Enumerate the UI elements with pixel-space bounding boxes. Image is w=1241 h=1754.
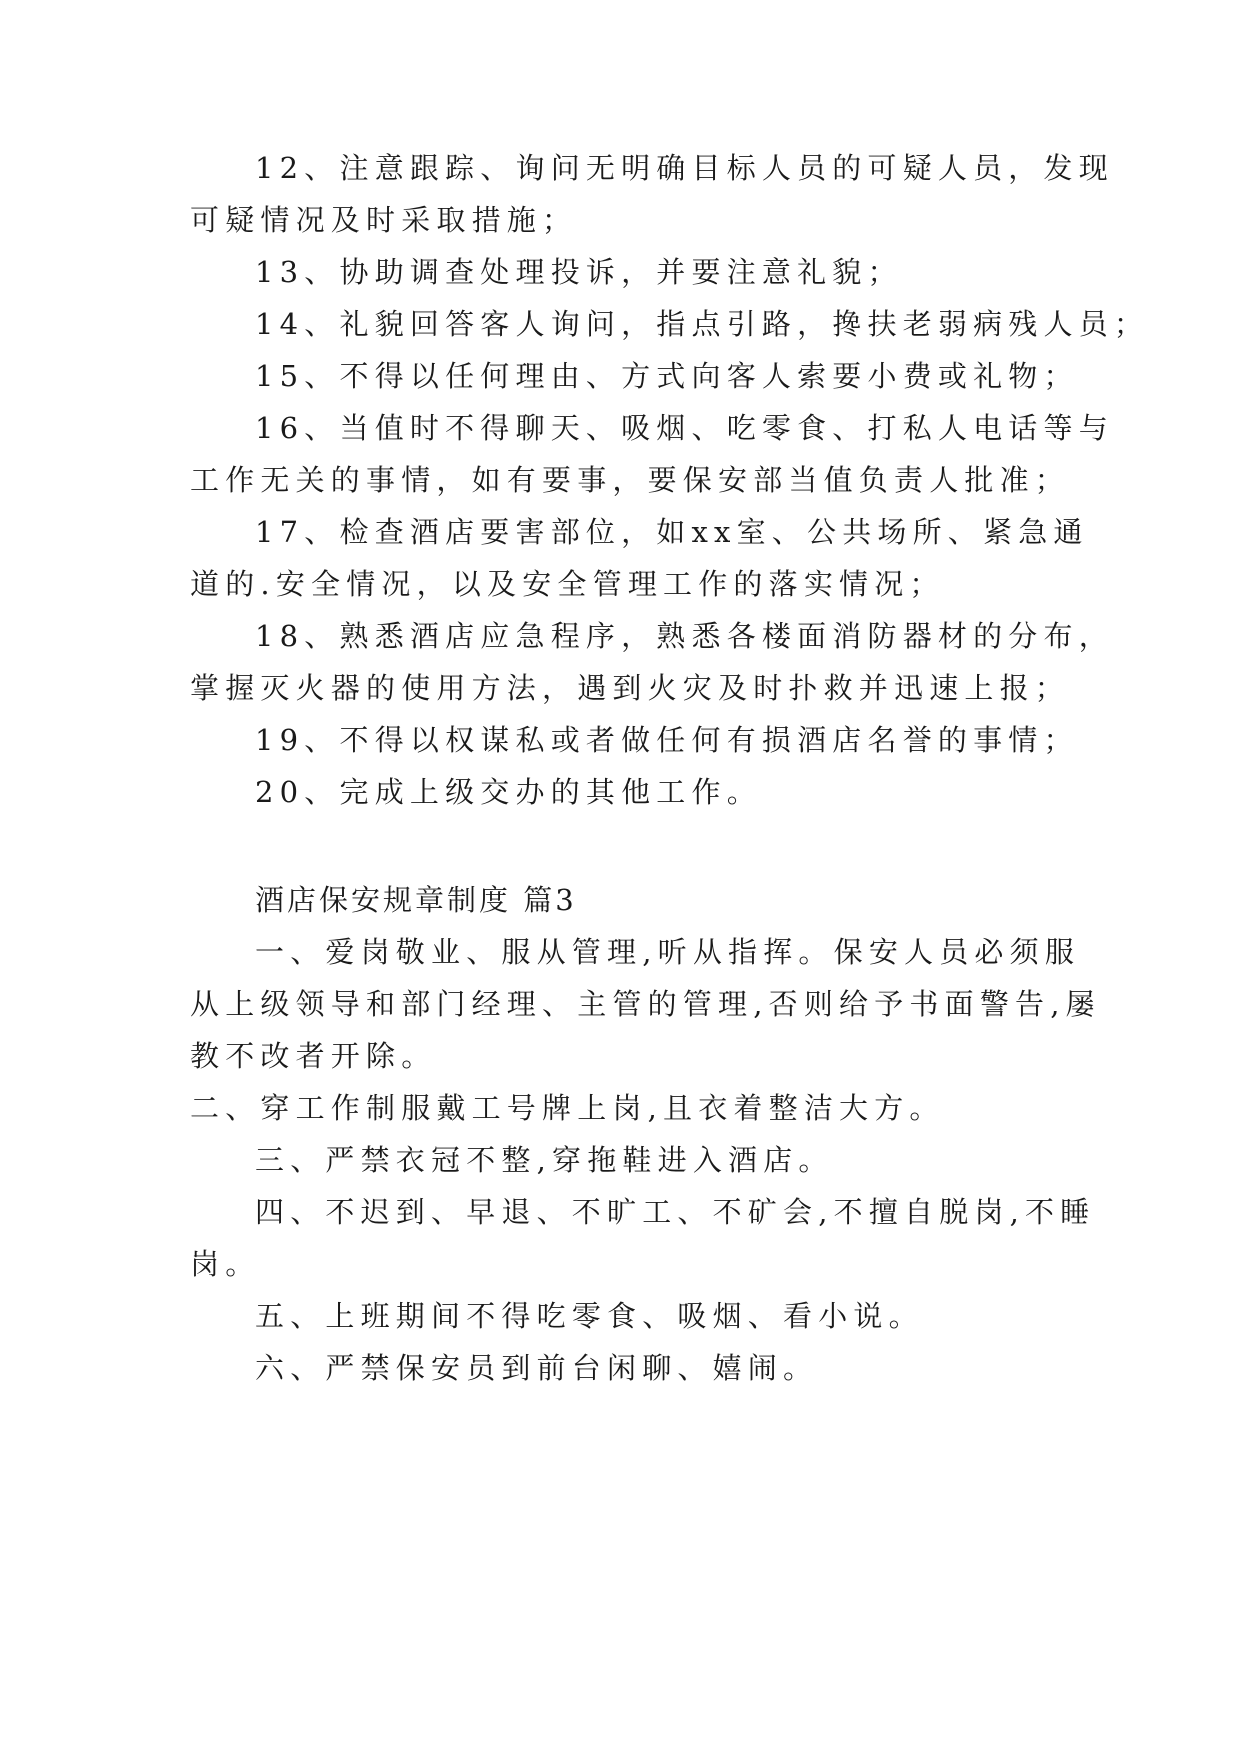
paragraph-17-line-1: 17、检查酒店要害部位，如xx室、公共场所、紧急通 xyxy=(255,515,1089,549)
rule-1-line-3: 教不改者开除。 xyxy=(190,1039,437,1073)
rule-4-line-2: 岗。 xyxy=(190,1247,261,1281)
rule-5: 五、上班期间不得吃零食、吸烟、看小说。 xyxy=(255,1299,924,1333)
paragraph-18-line-1: 18、熟悉酒店应急程序，熟悉各楼面消防器材的分布， xyxy=(255,619,1114,653)
paragraph-14: 14、礼貌回答客人询问，指点引路，搀扶老弱病残人员； xyxy=(255,307,1150,341)
rule-1-line-2: 从上级领导和部门经理、主管的管理,否则给予书面警告,屡 xyxy=(190,987,1101,1021)
paragraph-16-line-2: 工作无关的事情，如有要事，要保安部当值负责人批准； xyxy=(190,463,1071,497)
rule-4-line-1: 四、不迟到、早退、不旷工、不矿会,不擅自脱岗,不睡 xyxy=(255,1195,1096,1229)
rule-1-line-1: 一、爱岗敬业、服从管理,听从指挥。保安人员必须服 xyxy=(255,935,1081,969)
section-title: 酒店保安规章制度 篇3 xyxy=(255,883,577,917)
rule-3: 三、严禁衣冠不整,穿拖鞋进入酒店。 xyxy=(255,1143,834,1177)
paragraph-17-line-2: 道的.安全情况，以及安全管理工作的落实情况； xyxy=(190,567,945,601)
paragraph-13: 13、协助调查处理投诉，并要注意礼貌； xyxy=(255,255,903,289)
rule-6: 六、严禁保安员到前台闲聊、嬉闹。 xyxy=(255,1351,819,1385)
paragraph-12-line-2: 可疑情况及时采取措施； xyxy=(190,203,578,237)
paragraph-16-line-1: 16、当值时不得聊天、吸烟、吃零食、打私人电话等与 xyxy=(255,411,1114,445)
paragraph-15: 15、不得以任何理由、方式向客人索要小费或礼物； xyxy=(255,359,1079,393)
paragraph-19: 19、不得以权谋私或者做任何有损酒店名誉的事情； xyxy=(255,723,1079,757)
paragraph-20: 20、完成上级交办的其他工作。 xyxy=(255,775,762,809)
paragraph-18-line-2: 掌握灭火器的使用方法，遇到火灾及时扑救并迅速上报； xyxy=(190,671,1071,705)
paragraph-12-line-1: 12、注意跟踪、询问无明确目标人员的可疑人员，发现 xyxy=(255,151,1114,185)
rule-2: 二、穿工作制服戴工号牌上岗,且衣着整洁大方。 xyxy=(190,1091,945,1125)
